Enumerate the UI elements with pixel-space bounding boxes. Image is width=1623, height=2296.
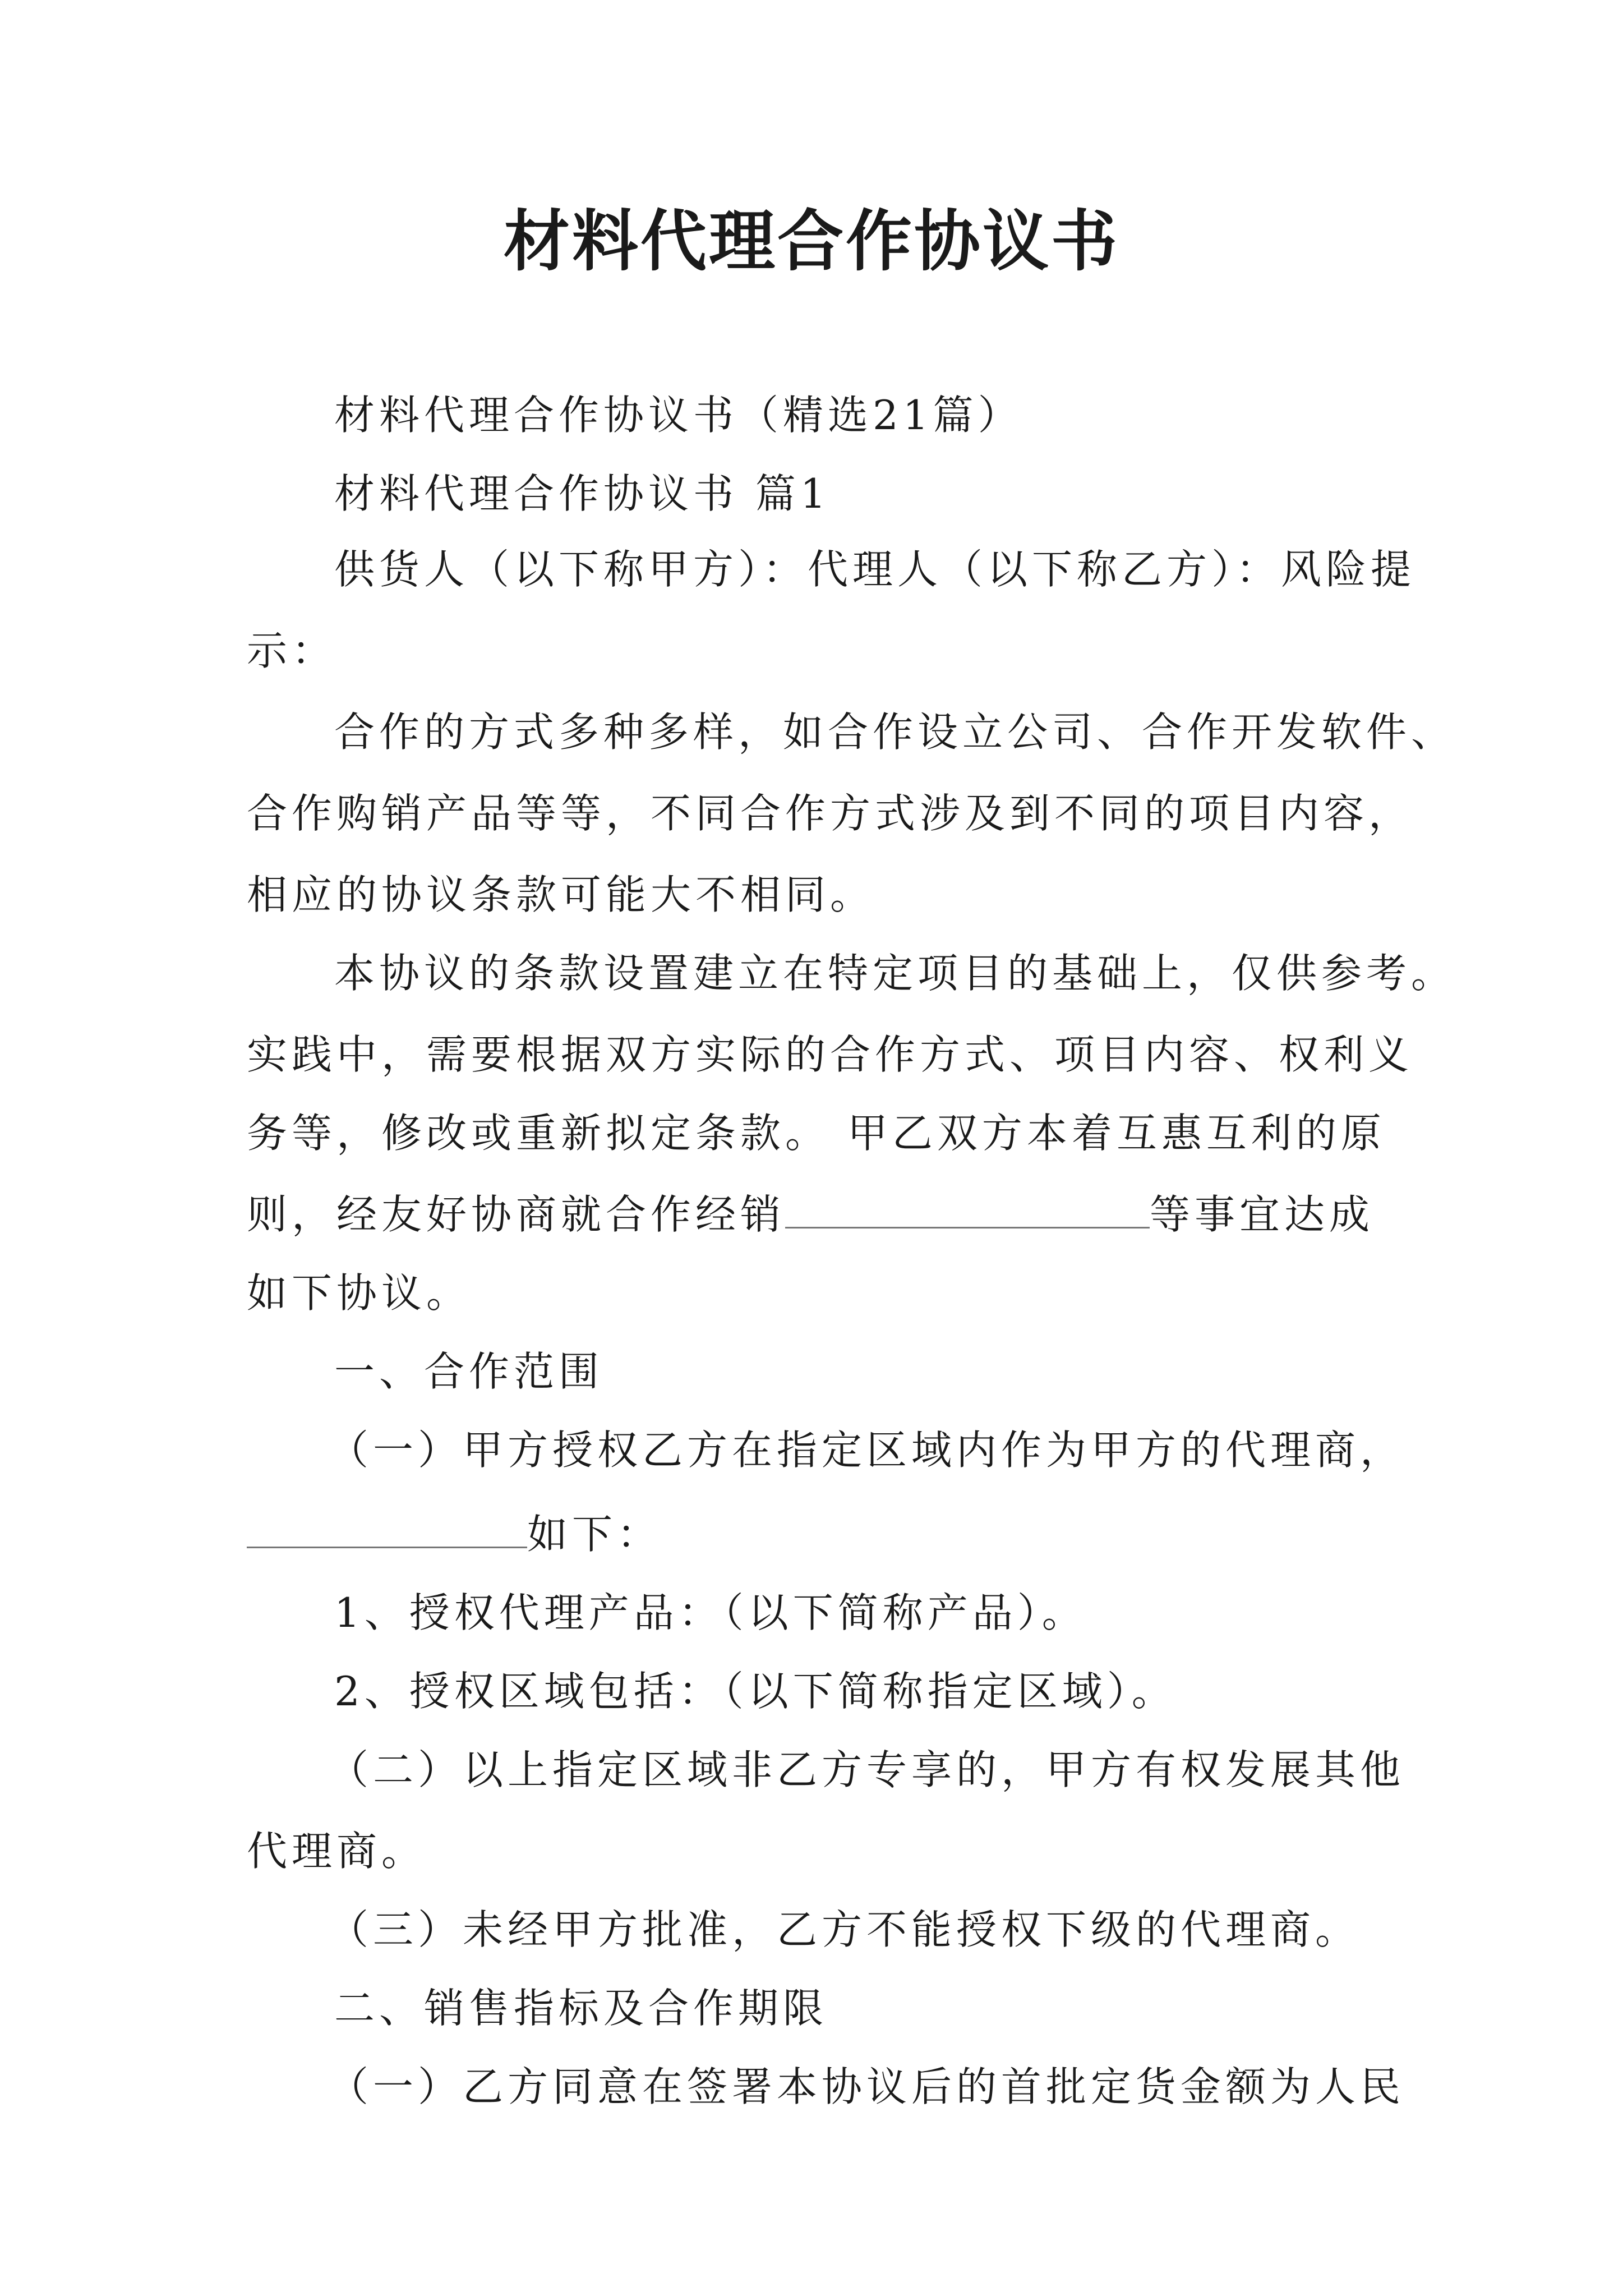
fill-in-blank (247, 1507, 527, 1548)
paragraph-line: 合作购销产品等等，不同合作方式涉及到不同的项目内容， (247, 790, 1414, 837)
subtitle-line: 材料代理合作协议书（精选21篇） (334, 392, 1023, 439)
paragraph-line (247, 1186, 1374, 1243)
clause-line (247, 1506, 662, 1562)
section-heading: 一、合作范围 (334, 1348, 604, 1395)
paragraph-line: 本协议的条款设置建立在特定项目的基础上，仅供参考。 (334, 950, 1456, 997)
paragraph-line: 示： (247, 627, 337, 674)
fill-in-blank (785, 1188, 1150, 1228)
paragraph-line: 相应的协议条款可能大不相同。 (247, 871, 875, 918)
clause-text: 如下： (527, 1511, 662, 1558)
clause-line: 1、授权代理产品：（以下简称产品）。 (334, 1589, 1087, 1636)
clause-line: （一）乙方同意在签署本协议后的首批定货金额为人民 (328, 2063, 1405, 2110)
clause-line: 代理商。 (247, 1828, 427, 1875)
paragraph-line: 实践中，需要根据双方实际的合作方式、项目内容、权利义 (247, 1031, 1414, 1078)
section-heading: 材料代理合作协议书 篇1 (334, 470, 831, 517)
paragraph-text: 则，经友好协商就合作经销 (247, 1191, 786, 1238)
document-title: 材料代理合作协议书 (503, 202, 1119, 280)
clause-line: （二）以上指定区域非乙方专享的，甲方有权发展其他 (328, 1746, 1405, 1793)
clause-line: （三）未经甲方批准，乙方不能授权下级的代理商。 (328, 1906, 1361, 1953)
paragraph-line: 如下协议。 (247, 1269, 472, 1317)
clause-line: 2、授权区域包括：（以下简称指定区域）。 (334, 1668, 1177, 1715)
paragraph-line: 务等，修改或重新拟定条款。 甲乙双方本着互惠互利的原 (247, 1110, 1386, 1157)
paragraph-line: 合作的方式多种多样，如合作设立公司、合作开发软件、 (334, 708, 1456, 756)
paragraph-line: 供货人（以下称甲方）：代理人（以下称乙方）：风险提 (334, 546, 1416, 593)
paragraph-text: 等事宜达成 (1150, 1191, 1375, 1238)
clause-line: （一）甲方授权乙方在指定区域内作为甲方的代理商， (328, 1427, 1405, 1474)
section-heading: 二、销售指标及合作期限 (334, 1985, 828, 2032)
